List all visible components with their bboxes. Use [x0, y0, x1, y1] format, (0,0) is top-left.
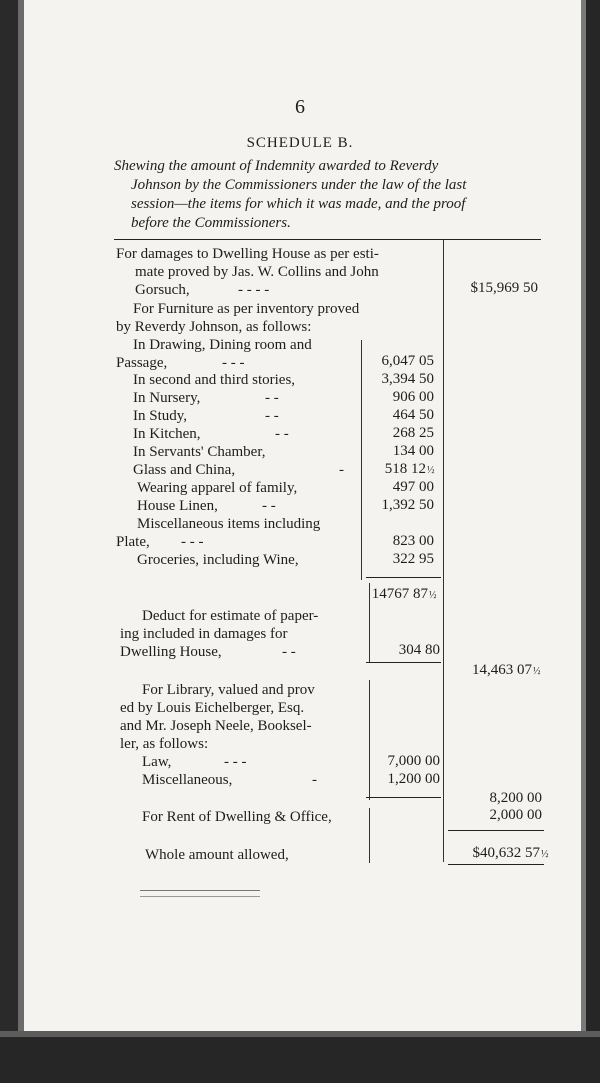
library-law-dashes: - - -	[224, 754, 247, 770]
dwelling-total: $15,969 50	[470, 280, 538, 296]
deduct-rule	[366, 662, 441, 663]
item-label-kitchen: In Kitchen,	[133, 426, 201, 442]
drawing-line-1: In Drawing, Dining room and	[133, 337, 312, 353]
item-value-servants: 134 00	[392, 443, 434, 459]
footer-rule-2	[140, 896, 260, 897]
whole-label: Whole amount allowed,	[145, 847, 289, 863]
library-law-value: 7,000 00	[387, 753, 440, 769]
item-value-linen: 1,392 50	[381, 497, 434, 513]
caption-line-1: Shewing the amount of Indemnity awarded to Reverdy	[114, 158, 439, 174]
item-value-glass-china: 518 12	[384, 461, 426, 477]
scan-edge-left	[0, 0, 18, 1083]
item-value-second-third: 3,394 50	[381, 371, 434, 387]
library-law-label: Law,	[142, 754, 172, 770]
page-number: 6	[295, 96, 305, 118]
footer-rule-1	[140, 890, 260, 891]
item-fraction-glass-china: ½	[427, 465, 435, 476]
deduct-value: 304 80	[398, 642, 440, 658]
deduct-net: 14,463 07	[472, 662, 532, 678]
item-value-nursery: 906 00	[392, 389, 434, 405]
column-divider-bottom	[369, 808, 370, 863]
scan-edge-right-shadow	[581, 0, 586, 1083]
deduct-line-3: Dwelling House,	[120, 644, 222, 660]
caption-line-2: Johnson by the Commissioners under the law of the last	[131, 177, 467, 193]
caption-line-3: session—the items for which it was made, and the proof	[131, 196, 466, 212]
subtotal-rule	[366, 577, 441, 578]
library-misc-dashes: -	[312, 772, 317, 788]
item-dashes-linen: - -	[262, 498, 276, 514]
subtotal-fraction: ½	[429, 590, 437, 601]
item-dashes-kitchen: - -	[275, 426, 289, 442]
item-dashes-study: - -	[265, 408, 279, 424]
scan-edge-right	[586, 0, 600, 1083]
column-divider-totals	[443, 240, 444, 862]
whole-fraction: ½	[541, 849, 549, 860]
item-label-groceries: Groceries, including Wine,	[137, 552, 299, 568]
caption-line-4: before the Commissioners.	[131, 215, 291, 231]
furniture-intro-1: For Furniture as per inventory proved	[133, 301, 360, 317]
misc-line-1: Miscellaneous items including	[137, 516, 321, 532]
item-label-passage: Passage,	[116, 355, 168, 371]
library-misc-value: 1,200 00	[387, 771, 440, 787]
dwelling-line-1: For damages to Dwelling House as per esti-	[116, 246, 379, 262]
rent-value: 2,000 00	[489, 807, 542, 823]
library-line-1: For Library, valued and prov	[142, 682, 315, 698]
item-dashes-plate: - - -	[181, 534, 204, 550]
item-label-study: In Study,	[133, 408, 188, 424]
library-line-3: and Mr. Joseph Neele, Booksel-	[120, 718, 312, 734]
whole-underline	[448, 864, 544, 865]
item-label-apparel: Wearing apparel of family,	[137, 480, 298, 496]
rent-rule	[448, 830, 544, 831]
item-value-plate: 823 00	[392, 533, 434, 549]
item-label-glass-china: Glass and China,	[133, 462, 236, 478]
item-value-groceries: 322 95	[392, 551, 434, 567]
item-label-servants: In Servants' Chamber,	[133, 444, 266, 460]
column-divider-items	[361, 340, 362, 580]
dwelling-line-2: mate proved by Jas. W. Collins and John	[135, 264, 379, 280]
library-line-4: ler, as follows:	[120, 736, 209, 752]
deduct-net-fraction: ½	[533, 666, 541, 677]
item-dashes-nursery: - -	[265, 390, 279, 406]
item-value-apparel: 497 00	[392, 479, 434, 495]
library-rule	[366, 797, 441, 798]
rent-label: For Rent of Dwelling & Office,	[142, 809, 332, 825]
schedule-heading: SCHEDULE B.	[246, 135, 354, 151]
item-label-nursery: In Nursery,	[133, 390, 201, 406]
library-misc-label: Miscellaneous,	[142, 772, 233, 788]
item-value-passage: 6,047 05	[381, 353, 434, 369]
subtotal-value: 14767 87	[371, 586, 428, 602]
item-label-plate: Plate,	[116, 534, 150, 550]
deduct-line-2: ing included in damages for	[120, 626, 288, 642]
item-value-kitchen: 268 25	[392, 425, 434, 441]
furniture-intro-2: by Reverdy Johnson, as follows:	[116, 319, 312, 335]
item-dashes-glass-china: -	[339, 462, 344, 478]
item-value-study: 464 50	[392, 407, 434, 423]
table-top-rule	[114, 239, 541, 240]
library-line-2: ed by Louis Eichelberger, Esq.	[120, 700, 305, 716]
library-total: 8,200 00	[489, 790, 542, 806]
dwelling-dashes: - - - -	[238, 282, 270, 298]
deduct-dashes: - -	[282, 644, 296, 660]
scan-bottom-edge	[0, 1037, 600, 1083]
item-label-second-third: In second and third stories,	[133, 372, 296, 388]
item-dashes-passage: - - -	[222, 355, 245, 371]
dwelling-line-3: Gorsuch,	[135, 282, 190, 298]
scan-edge-left-shadow	[18, 0, 24, 1083]
whole-value: $40,632 57	[472, 845, 540, 861]
item-label-linen: House Linen,	[137, 498, 218, 514]
deduct-line-1: Deduct for estimate of paper-	[142, 608, 319, 624]
